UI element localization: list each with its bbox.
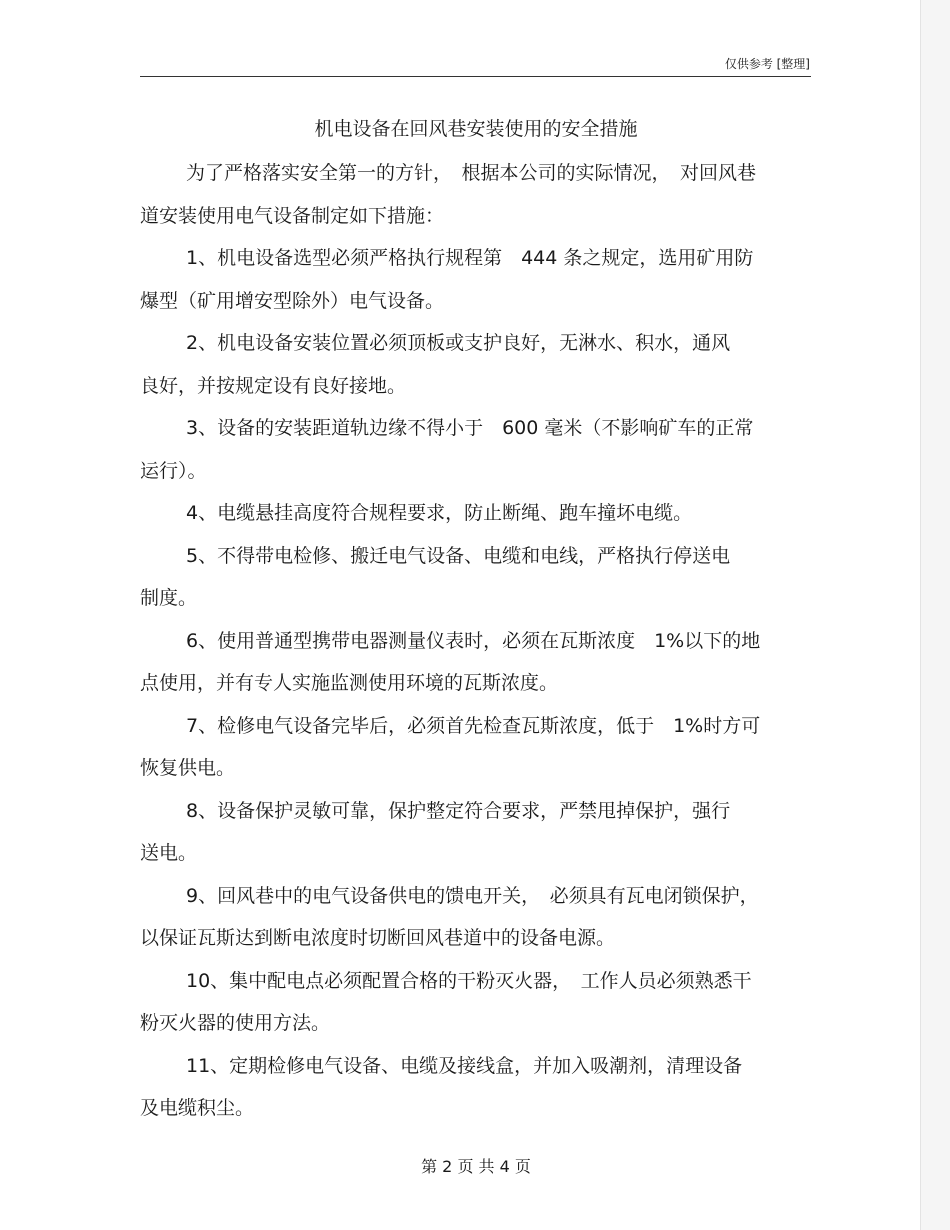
measure-item-1 (140, 241, 810, 326)
paragraph-line: 7、检修电气设备完毕后，必须首先检查瓦斯浓度，低于 1%时方可 (186, 714, 761, 737)
paragraph-line: 为了严格落实安全第一的方针， 根据本公司的实际情况， 对回风巷 (186, 162, 757, 184)
paragraph-line: 4、电缆悬挂高度符合规程要求，防止断绳、跑车撞坏电缆。 (186, 502, 693, 524)
paragraph-line: 送电。 (140, 842, 198, 864)
paragraph-line: 11、定期检修电气设备、电缆及接线盒，并加入吸潮剂，清理设备 (186, 1054, 743, 1077)
document-body (140, 156, 810, 1134)
paragraph-line: 1、机电设备选型必须严格执行规程第 444 条之规定，选用矿用防 (186, 247, 754, 269)
paragraph-line: 10、集中配电点必须配置合格的干粉灭火器， 工作人员必须熟悉干 (186, 969, 752, 992)
paragraph-line: 2、机电设备安装位置必须顶板或支护良好，无淋水、积水，通风 (186, 332, 731, 354)
paragraph-line: 5、不得带电检修、搬迁电气设备、电缆和电线，严格执行停送电 (186, 544, 731, 567)
paragraph-line: 运行）。 (140, 459, 207, 482)
document-title: 机电设备在回风巷安装使用的安全措施 (314, 118, 638, 140)
measure-item-5 (140, 539, 810, 624)
viewer-background (921, 0, 950, 1230)
paragraph-line: 制度。 (140, 587, 198, 609)
measure-item-9 (140, 879, 810, 964)
paragraph-line: 6、使用普通型携带电器测量仪表时，必须在瓦斯浓度 1%以下的地 (186, 629, 761, 652)
measure-item-11 (140, 1049, 810, 1134)
page-footer: 第 2 页 共 4 页 (421, 1157, 531, 1176)
measure-item-2 (140, 326, 810, 411)
paragraph-line: 及电缆积尘。 (140, 1097, 255, 1119)
paragraph-line: 道安装使用电气设备制定如下措施： (140, 204, 445, 227)
paragraph-line: 点使用，并有专人实施监测使用环境的瓦斯浓度。 (140, 672, 559, 694)
intro-paragraph (140, 156, 810, 241)
paragraph-line: 爆型（矿用增安型除外）电气设备。 (140, 289, 445, 312)
header-divider (140, 76, 811, 77)
measure-item-10 (140, 964, 810, 1049)
measure-item-3 (140, 411, 810, 496)
measure-item-4 (140, 496, 810, 539)
paragraph-line: 9、回风巷中的电气设备供电的馈电开关， 必须具有瓦电闭锁保护， (186, 884, 759, 907)
paragraph-line: 粉灭火器的使用方法。 (140, 1012, 331, 1034)
paragraph-line: 良好，并按规定设有良好接地。 (140, 374, 407, 397)
paragraph-line: 3、设备的安装距道轨边缘不得小于 600 毫米（不影响矿车的正常 (186, 417, 754, 439)
paragraph-line: 8、设备保护灵敏可靠，保护整定符合要求，严禁甩掉保护，强行 (186, 799, 731, 822)
page-header: 仅供参考 [整理] (724, 57, 810, 71)
measure-item-8 (140, 794, 810, 879)
measure-item-6 (140, 624, 810, 709)
paragraph-line: 恢复供电。 (140, 757, 236, 779)
measure-item-7 (140, 709, 810, 794)
paragraph-line: 以保证瓦斯达到断电浓度时切断回风巷道中的设备电源。 (140, 927, 616, 949)
